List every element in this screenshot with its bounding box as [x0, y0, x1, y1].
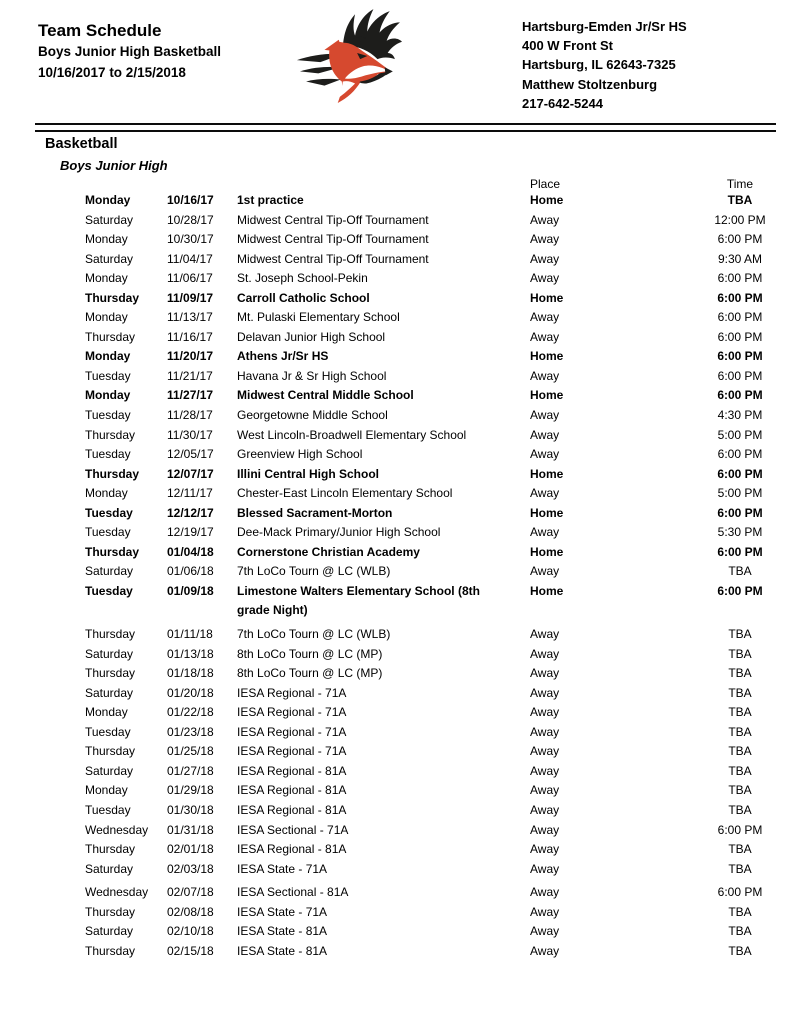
cell-time: TBA — [728, 943, 752, 958]
team-subtitle: Boys Junior High Basketball — [38, 44, 222, 59]
cell-place: Away — [530, 924, 560, 939]
cell-day: Monday — [85, 271, 128, 286]
cell-date: 01/20/18 — [167, 685, 214, 700]
cell-date: 02/07/18 — [167, 885, 214, 900]
cell-date: 01/06/18 — [167, 564, 214, 579]
cell-date: 01/13/18 — [167, 646, 214, 661]
cell-place: Away — [530, 251, 560, 266]
cell-place: Away — [530, 705, 560, 720]
school-address: 400 W Front St — [522, 38, 614, 54]
cell-event: Mt. Pulaski Elementary School — [237, 310, 400, 325]
cell-date: 10/28/17 — [167, 212, 214, 227]
cell-place: Away — [530, 783, 560, 798]
cell-date: 11/27/17 — [167, 388, 214, 403]
cell-place: Away — [530, 904, 560, 919]
cell-day: Monday — [85, 705, 128, 720]
cell-time: 5:00 PM — [717, 427, 763, 442]
cell-day: Tuesday — [85, 408, 131, 423]
cell-event: IESA Sectional - 71A — [237, 822, 349, 837]
cell-time: 6:00 PM — [717, 388, 763, 403]
cell-date: 02/01/18 — [167, 842, 214, 857]
cell-event: IESA Regional - 71A — [237, 685, 347, 700]
header-divider — [35, 123, 776, 132]
table-row — [85, 821, 800, 841]
table-row — [85, 625, 800, 645]
table-row — [85, 645, 800, 665]
cell-date: 12/19/17 — [167, 525, 214, 540]
cell-time: TBA — [728, 842, 752, 857]
sport-section-title: Basketball — [45, 136, 118, 152]
cell-day: Monday — [85, 783, 128, 798]
cell-date: 11/09/17 — [167, 290, 214, 305]
cell-day: Saturday — [85, 564, 134, 579]
cell-date: 02/15/18 — [167, 943, 214, 958]
cell-place: Away — [530, 666, 560, 681]
cell-event: Carroll Catholic School — [237, 290, 370, 305]
cell-time: TBA — [728, 924, 752, 939]
cell-time: 6:00 PM — [717, 505, 763, 520]
cell-day: Thursday — [85, 466, 140, 481]
cell-time: 6:00 PM — [717, 544, 763, 559]
cell-event: IESA Regional - 71A — [237, 744, 347, 759]
cell-date: 10/30/17 — [167, 232, 214, 247]
column-header-time: Time — [726, 177, 754, 191]
cell-day: Tuesday — [85, 447, 131, 462]
cell-place: Home — [530, 466, 564, 481]
cell-day: Wednesday — [85, 822, 149, 837]
cell-event: Midwest Central Tip-Off Tournament — [237, 232, 429, 247]
cell-time: 6:00 PM — [717, 583, 763, 598]
table-row — [85, 582, 800, 621]
cell-day: Saturday — [85, 924, 134, 939]
table-row — [85, 191, 800, 211]
cell-event: IESA Regional - 81A — [237, 763, 347, 778]
cell-place: Away — [530, 310, 560, 325]
cell-place: Home — [530, 505, 564, 520]
table-row — [85, 942, 800, 962]
table-row — [85, 781, 800, 801]
cell-event: Georgetowne Middle School — [237, 408, 388, 423]
table-row — [85, 543, 800, 563]
cell-time: TBA — [728, 646, 752, 661]
cell-date: 01/18/18 — [167, 666, 214, 681]
cell-day: Tuesday — [85, 368, 131, 383]
stag-mascot-icon — [293, 4, 411, 106]
cell-day: Thursday — [85, 904, 136, 919]
contact-phone: 217-642-5244 — [522, 95, 603, 111]
cell-event: 7th LoCo Tourn @ LC (WLB) — [237, 564, 391, 579]
table-row — [85, 367, 800, 387]
cell-time: 6:00 PM — [717, 466, 763, 481]
cell-day: Monday — [85, 349, 131, 364]
date-range: 10/16/2017 to 2/15/2018 — [38, 65, 186, 80]
table-row — [85, 801, 800, 821]
cell-place: Away — [530, 763, 560, 778]
cell-date: 11/13/17 — [167, 310, 213, 325]
cell-time: TBA — [728, 904, 752, 919]
cell-event: 8th LoCo Tourn @ LC (MP) — [237, 646, 383, 661]
cell-event: Midwest Central Tip-Off Tournament — [237, 212, 429, 227]
cell-time: 6:00 PM — [717, 368, 763, 383]
cell-event: Dee-Mack Primary/Junior High School — [237, 525, 441, 540]
table-row — [85, 723, 800, 743]
cell-time: TBA — [727, 193, 753, 207]
cell-day: Tuesday — [85, 724, 131, 739]
table-row — [85, 289, 800, 309]
cell-date: 01/29/18 — [167, 783, 214, 798]
column-header-event-spacer — [237, 178, 530, 192]
column-header-date-spacer — [167, 178, 237, 192]
cell-place: Away — [530, 822, 560, 837]
cell-time: TBA — [728, 783, 752, 798]
table-row — [85, 269, 800, 289]
cell-event: Greenview High School — [237, 447, 363, 462]
cell-time: 6:00 PM — [717, 271, 763, 286]
cell-place: Home — [530, 290, 564, 305]
cell-place: Away — [530, 627, 560, 642]
cell-event: IESA Regional - 81A — [237, 783, 347, 798]
cell-time: 6:00 PM — [717, 310, 763, 325]
cell-place: Away — [530, 232, 560, 247]
cell-place: Away — [530, 842, 560, 857]
cell-time: TBA — [728, 744, 752, 759]
cell-event: Illini Central High School — [237, 466, 380, 481]
cell-day: Thursday — [85, 627, 136, 642]
cell-time: 6:00 PM — [717, 349, 763, 364]
cell-place: Away — [530, 447, 560, 462]
cell-date: 11/04/17 — [167, 251, 213, 266]
cell-event: Limestone Walters Elementary School (8th grade Night) — [237, 583, 480, 618]
cell-day: Monday — [85, 388, 131, 403]
cell-place: Away — [530, 408, 560, 423]
cell-place: Away — [530, 329, 560, 344]
cell-date: 01/27/18 — [167, 763, 214, 778]
cell-date: 01/25/18 — [167, 744, 214, 759]
cell-day: Tuesday — [85, 583, 133, 598]
cell-event: IESA Regional - 81A — [237, 802, 347, 817]
cell-place: Away — [530, 486, 560, 501]
cell-day: Monday — [85, 232, 128, 247]
table-header-row — [85, 178, 800, 192]
table-row — [85, 523, 800, 543]
cell-day: Thursday — [85, 544, 140, 559]
cell-time: 4:30 PM — [717, 408, 763, 423]
cell-day: Tuesday — [85, 802, 131, 817]
table-row — [85, 562, 800, 582]
cell-event: West Lincoln-Broadwell Elementary School — [237, 427, 467, 442]
header-left-block — [38, 20, 221, 83]
cell-time: TBA — [728, 705, 752, 720]
cell-time: 6:00 PM — [717, 822, 763, 837]
cell-day: Monday — [85, 310, 128, 325]
column-header-day-spacer — [85, 178, 167, 192]
schedule-table — [0, 191, 800, 961]
school-city: Hartsburg, IL 62643-7325 — [522, 57, 676, 73]
cell-place: Away — [530, 525, 560, 540]
cell-date: 12/05/17 — [167, 447, 214, 462]
cell-place: Away — [530, 368, 560, 383]
cell-date: 01/04/18 — [167, 544, 214, 559]
cell-date: 11/21/17 — [167, 368, 213, 383]
table-row — [85, 211, 800, 231]
table-row — [85, 684, 800, 704]
cell-place: Away — [530, 646, 560, 661]
cell-event: 7th LoCo Tourn @ LC (WLB) — [237, 627, 391, 642]
table-row — [85, 347, 800, 367]
cell-date: 01/23/18 — [167, 724, 214, 739]
cell-date: 01/22/18 — [167, 705, 214, 720]
cell-time: 6:00 PM — [717, 447, 763, 462]
school-info-block — [522, 17, 687, 113]
cell-date: 02/10/18 — [167, 924, 214, 939]
cell-event: Chester-East Lincoln Elementary School — [237, 486, 453, 501]
cell-event: 1st practice — [237, 193, 304, 207]
cell-place: Home — [530, 349, 564, 364]
table-row — [85, 386, 800, 406]
cell-time: TBA — [728, 627, 752, 642]
cell-time: TBA — [728, 685, 752, 700]
cell-day: Saturday — [85, 212, 134, 227]
cell-date: 01/30/18 — [167, 802, 214, 817]
column-header-place: Place — [530, 177, 561, 191]
cell-event: St. Joseph School-Pekin — [237, 271, 368, 286]
cell-event: IESA State - 81A — [237, 943, 328, 958]
cell-date: 10/16/17 — [167, 193, 214, 207]
cell-day: Thursday — [85, 744, 136, 759]
cell-date: 02/08/18 — [167, 904, 214, 919]
cell-place: Home — [530, 544, 564, 559]
cell-place: Home — [530, 388, 564, 403]
table-row — [85, 860, 800, 880]
cell-place: Home — [530, 583, 564, 598]
table-row — [85, 250, 800, 270]
cell-place: Away — [530, 744, 560, 759]
cell-date: 01/11/18 — [167, 627, 213, 642]
table-row — [85, 484, 800, 504]
cell-day: Thursday — [85, 666, 136, 681]
cell-time: TBA — [728, 763, 752, 778]
table-row — [85, 903, 800, 923]
cell-event: Havana Jr & Sr High School — [237, 368, 387, 383]
cell-date: 12/11/17 — [167, 486, 213, 501]
cell-event: 8th LoCo Tourn @ LC (MP) — [237, 666, 383, 681]
cell-event: Delavan Junior High School — [237, 329, 386, 344]
cell-time: 12:00 PM — [714, 212, 766, 227]
table-row — [85, 742, 800, 762]
contact-name: Matthew Stoltzenburg — [522, 76, 658, 92]
cell-day: Wednesday — [85, 885, 149, 900]
table-row — [85, 465, 800, 485]
cell-date: 01/09/18 — [167, 583, 214, 598]
cell-place: Away — [530, 943, 560, 958]
table-row — [85, 406, 800, 426]
cell-day: Thursday — [85, 842, 136, 857]
table-row — [85, 328, 800, 348]
table-row — [85, 504, 800, 524]
school-name: Hartsburg-Emden Jr/Sr HS — [522, 19, 687, 34]
cell-date: 02/03/18 — [167, 861, 214, 876]
table-row — [85, 762, 800, 782]
cell-time: 5:30 PM — [717, 525, 763, 540]
cell-place: Home — [530, 193, 564, 207]
cell-day: Tuesday — [85, 525, 131, 540]
cell-place: Away — [530, 212, 560, 227]
cell-event: Blessed Sacrament-Morton — [237, 505, 393, 520]
table-row — [85, 426, 800, 446]
cell-place: Away — [530, 885, 560, 900]
cell-time: TBA — [728, 861, 752, 876]
cell-day: Saturday — [85, 685, 134, 700]
cell-day: Thursday — [85, 943, 136, 958]
cell-place: Away — [530, 564, 560, 579]
cell-date: 11/20/17 — [167, 349, 214, 364]
cell-place: Away — [530, 427, 560, 442]
cell-time: 6:00 PM — [717, 885, 763, 900]
cell-date: 11/06/17 — [167, 271, 213, 286]
table-row — [85, 664, 800, 684]
table-row — [85, 883, 800, 903]
cell-time: 9:30 AM — [717, 251, 763, 266]
table-row — [85, 840, 800, 860]
cell-place: Away — [530, 271, 560, 286]
cell-date: 01/31/18 — [167, 822, 214, 837]
cell-day: Saturday — [85, 646, 134, 661]
table-row — [85, 230, 800, 250]
table-row — [85, 308, 800, 328]
cell-date: 11/16/17 — [167, 329, 213, 344]
table-row — [85, 445, 800, 465]
cell-time: 6:00 PM — [717, 290, 763, 305]
cell-event: Midwest Central Middle School — [237, 388, 414, 403]
cell-event: Cornerstone Christian Academy — [237, 544, 420, 559]
cell-time: 5:00 PM — [717, 486, 763, 501]
cell-event: Midwest Central Tip-Off Tournament — [237, 251, 429, 266]
cell-time: 6:00 PM — [717, 329, 763, 344]
cell-day: Saturday — [85, 861, 134, 876]
cell-event: Athens Jr/Sr HS — [237, 349, 329, 364]
cell-time: TBA — [728, 802, 752, 817]
cell-time: TBA — [728, 564, 752, 579]
cell-time: TBA — [728, 724, 752, 739]
table-row — [85, 703, 800, 723]
cell-day: Saturday — [85, 763, 134, 778]
cell-day: Thursday — [85, 290, 140, 305]
cell-day: Monday — [85, 193, 131, 207]
cell-place: Away — [530, 685, 560, 700]
cell-place: Away — [530, 724, 560, 739]
cell-event: IESA Regional - 81A — [237, 842, 347, 857]
cell-place: Away — [530, 802, 560, 817]
cell-place: Away — [530, 861, 560, 876]
cell-event: IESA Regional - 71A — [237, 724, 347, 739]
cell-event: IESA Regional - 71A — [237, 705, 347, 720]
cell-day: Tuesday — [85, 505, 133, 520]
page-title: Team Schedule — [38, 21, 162, 40]
cell-day: Thursday — [85, 329, 136, 344]
cell-time: 6:00 PM — [717, 232, 763, 247]
cell-event: IESA Sectional - 81A — [237, 885, 349, 900]
cell-event: IESA State - 71A — [237, 861, 328, 876]
cell-time: TBA — [728, 666, 752, 681]
cell-date: 12/12/17 — [167, 505, 214, 520]
cell-date: 11/30/17 — [167, 427, 213, 442]
cell-date: 12/07/17 — [167, 466, 214, 481]
cell-day: Monday — [85, 486, 128, 501]
table-row — [85, 922, 800, 942]
cell-event: IESA State - 81A — [237, 924, 328, 939]
cell-date: 11/28/17 — [167, 408, 213, 423]
cell-event: IESA State - 71A — [237, 904, 328, 919]
team-section-subtitle: Boys Junior High — [60, 158, 168, 173]
cell-day: Saturday — [85, 251, 134, 266]
cell-day: Thursday — [85, 427, 136, 442]
